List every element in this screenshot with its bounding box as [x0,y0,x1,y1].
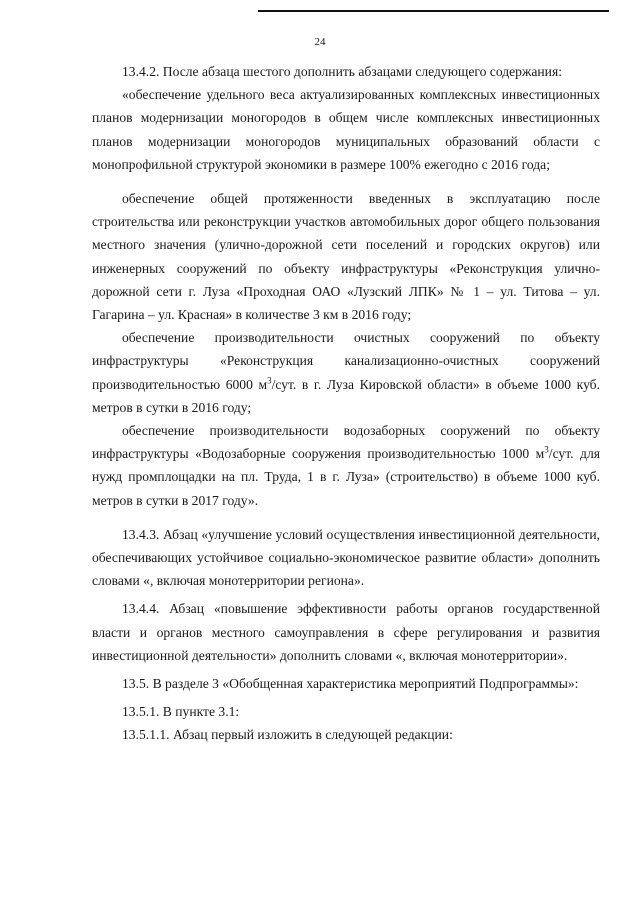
paragraph-sewage-facilities [92,326,600,419]
paragraph-13-4-4: 13.4.4. Абзац «повышение эффективности работы органов государственной власти и органов местного самоуправления в сфере регулирования и развития инвестиционной деятельности» дополнить словами «, включая монотерритории». [92,601,600,663]
text-fragment: обеспечение производительности очистных сооружений по объекту инфраструктуры «Реконструкция канализационно-очистных сооружений производительностью 6000 м [92,330,600,392]
paragraph-13-5: 13.5. В разделе 3 «Обобщенная характеристика мероприятий Подпрограммы»: [122,676,579,692]
paragraph-investment-plans: «обеспечение удельного веса актуализированных комплексных инвестиционных планов модернизации моногородов в общем числе комплексных инвестиционных планов модернизации моногородов муниципальных образований области с монопрофильной структурой экономики в размере 100% ежегодно с 2016 года; [92,87,600,172]
superscript: 3 [267,375,272,386]
paragraph-13-4-2: 13.4.2. После абзаца шестого дополнить абзацами следующего содержания: [122,64,562,79]
paragraph-13-4-3: 13.4.3. Абзац «улучшение условий осуществления инвестиционной деятельности, обеспечивающих устойчивое социально-экономическое развитие области» дополнить словами «, включая монотерритории региона». [92,526,600,589]
superscript: 3 [544,444,549,455]
paragraph-13-5-1-1: 13.5.1.1. Абзац первый изложить в следующей редакции: [122,727,453,743]
paragraph-13-5-1: 13.5.1. В пункте 3.1: [122,704,240,720]
document-body [92,60,600,747]
text-fragment: /сут. в г. Луза Кировской области» в объеме 1000 куб. метров в сутки в 2016 году; [92,376,601,415]
paragraph-water-intake [92,419,600,512]
text-fragment: обеспечение производительности водозаборных сооружений по объекту инфраструктуры «Водозаборные сооружения производительностью 1000 м [92,423,600,462]
header-rule [258,10,609,12]
paragraph-road-network: обеспечение общей протяженности введенных в эксплуатацию после строительства или реконструкции участков автомобильных дорог общего пользования местного значения (улично-дорожной сети поселений и городских округов) или инженерных сооружений по объекту инфраструктуры «Реконструкция улично-дорожной сети г. Луза «Проходная ОАО «Лузский ЛПК» № 1 – ул. Титова – ул. Гагарина – ул. Красная» в количестве 3 км в 2016 году; [92,191,600,323]
page-number: 24 [314,36,326,48]
text-fragment: /сут. для нужд промплощадки на пл. Труда, 1 в г. Луза» (строительство) в объеме 1000 куб. метров в сутки в 2017 году». [92,446,600,508]
